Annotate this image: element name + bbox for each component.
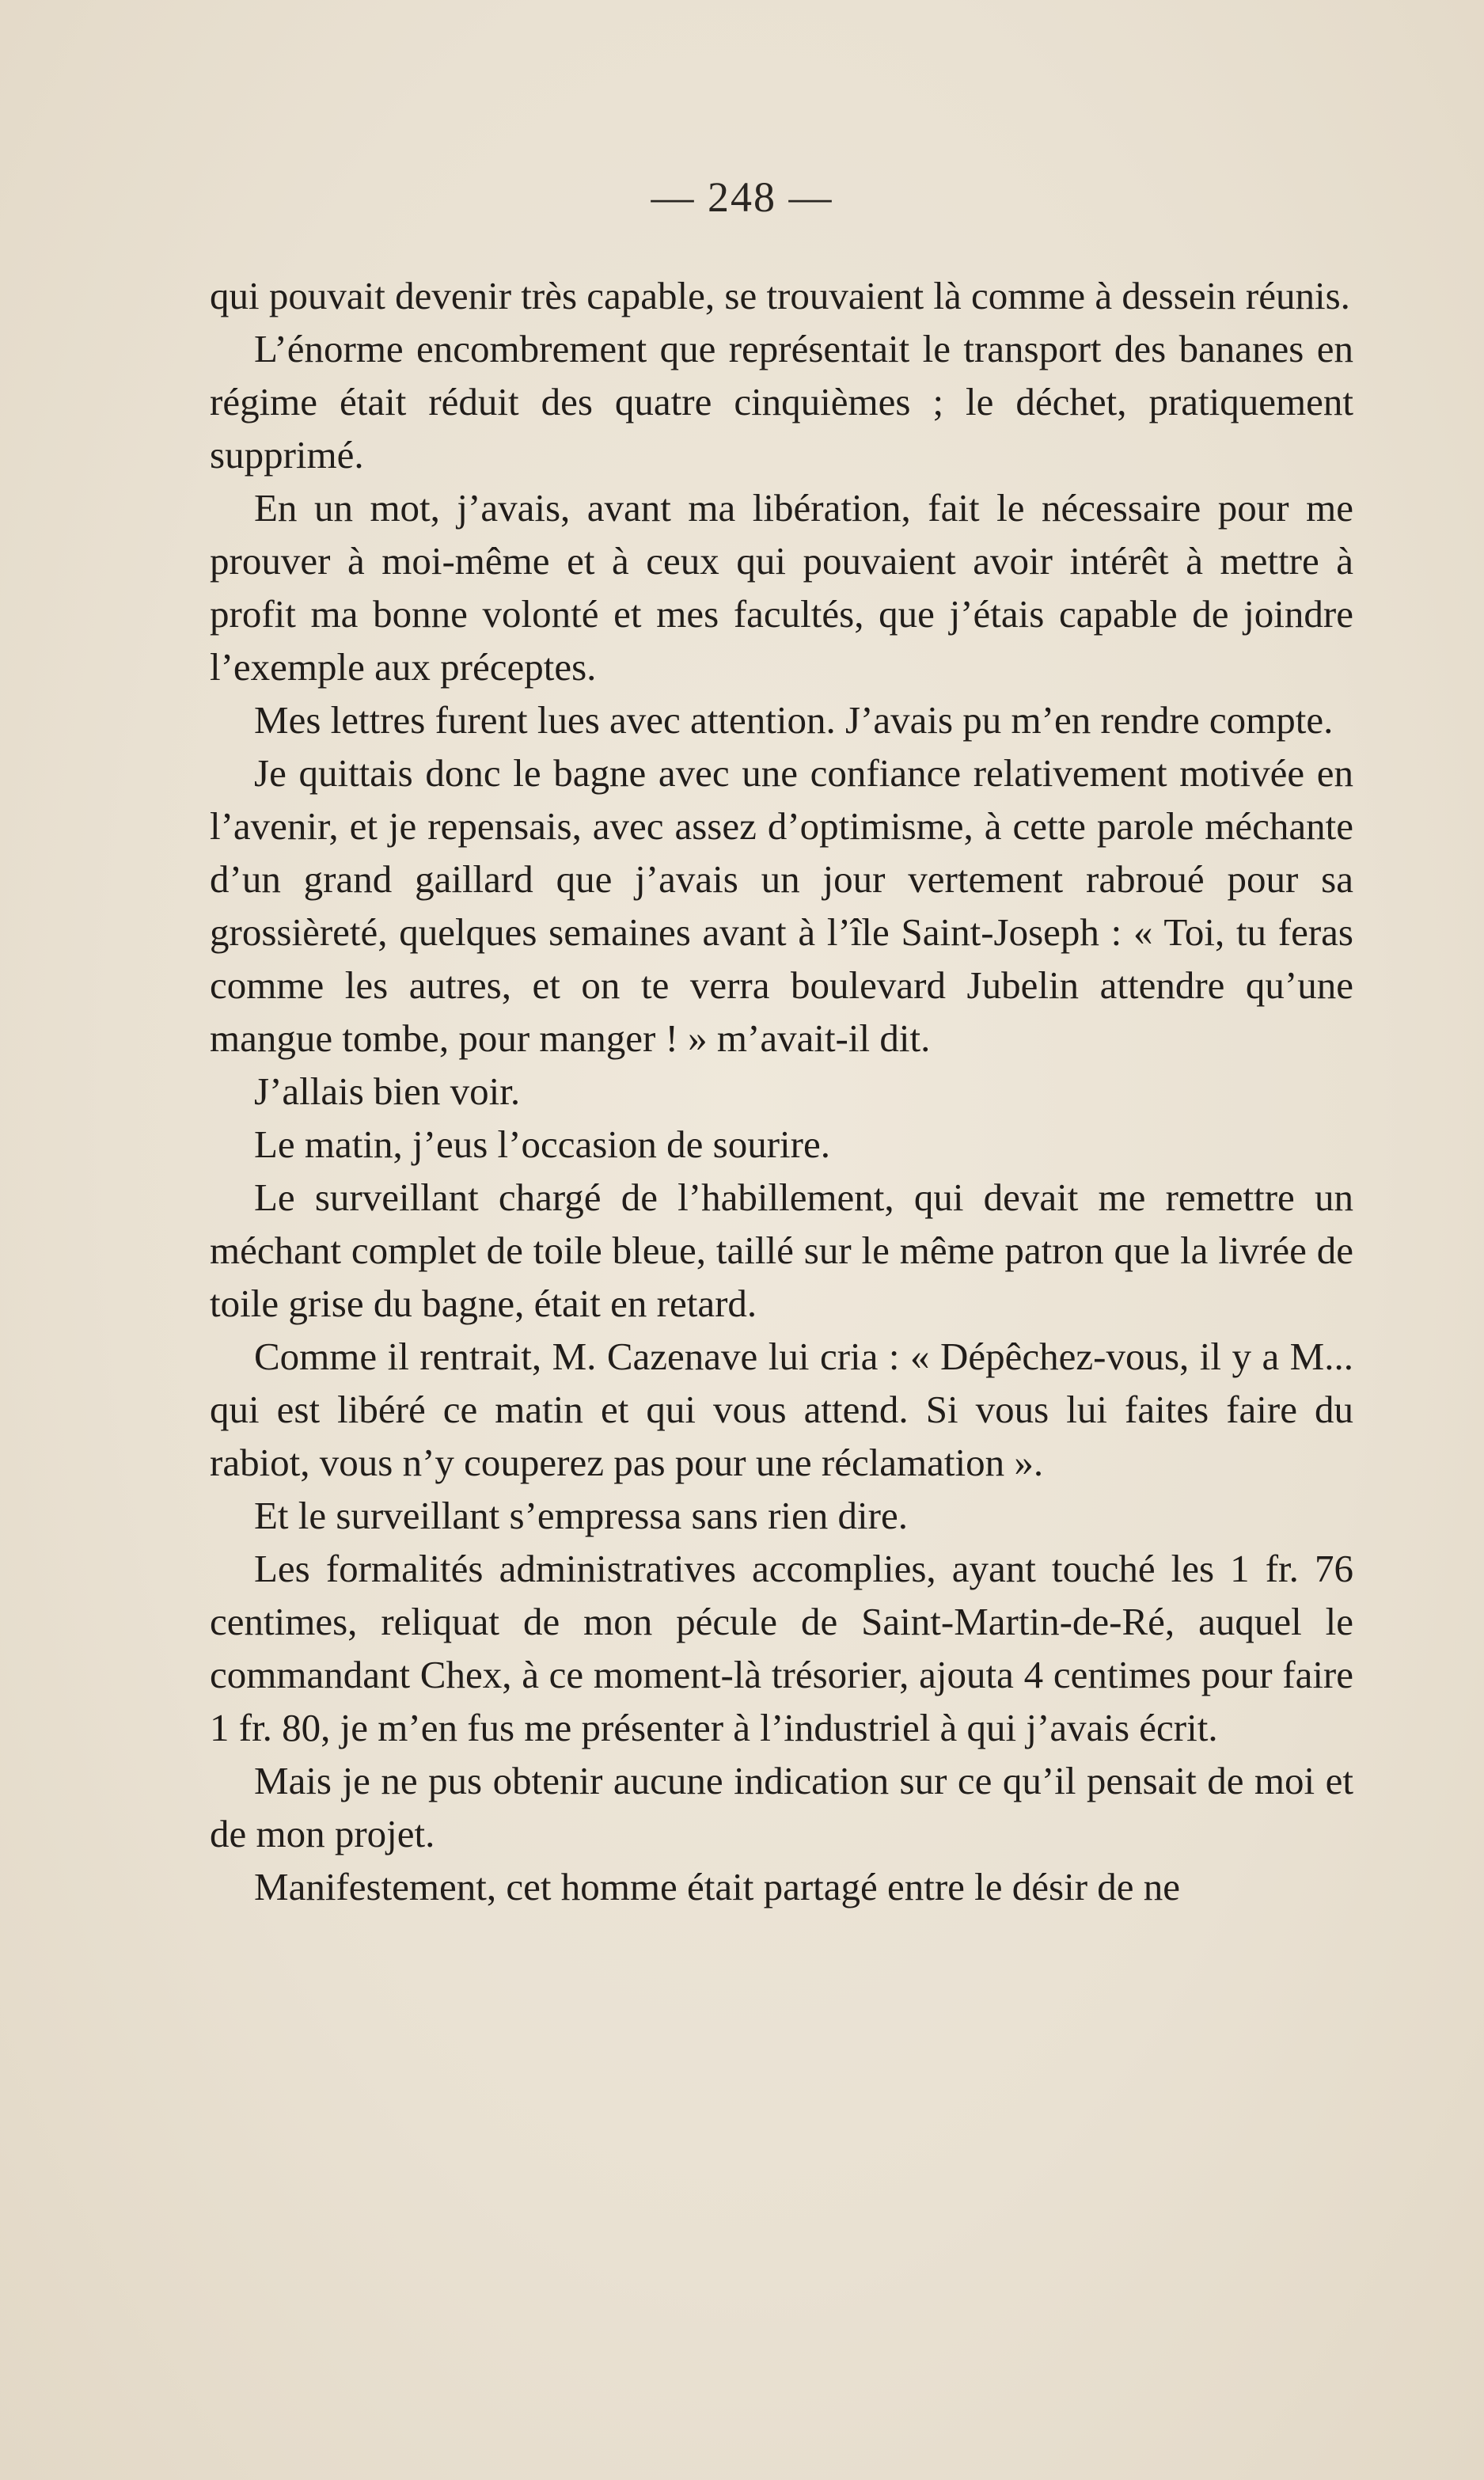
page-number: — 248 —	[651, 173, 833, 221]
paragraph: Le matin, j’eus l’occasion de sourire.	[254, 1122, 830, 1166]
paragraph: Mes lettres furent lues avec attention. J’avais pu m’en rendre compte.	[254, 698, 1334, 742]
paragraph: qui pouvait devenir très capable, se trouvaient là comme à dessein réunis.	[210, 274, 1350, 317]
paragraph: L’énorme encombrement que représentait le transport des bananes en régime était réduit des quatre cinquièmes ; le déchet, pratiquement supprimé.	[210, 327, 1353, 477]
paragraph: Comme il rentrait, M. Cazenave lui cria : « Dépêchez-vous, il y a M... qui est libéré ce matin et qui vous attend. Si vous lui faites faire du rabiot, vous n’y couperez pas pour une réclamation ».	[210, 1335, 1353, 1484]
paragraph: Les formalités administratives accomplies, ayant touché les 1 fr. 76 centimes, reliquat de mon pécule de Saint-Martin-de-Ré, auquel le commandant Chex, à ce moment-là trésorier, ajouta 4 centimes pour faire 1 fr. 80, je m’en fus me présenter à l’industriel à qui j’avais écrit.	[210, 1547, 1353, 1749]
paragraph: En un mot, j’avais, avant ma libération, fait le nécessaire pour me prouver à moi-même et à ceux qui pouvaient avoir intérêt à mettre à profit ma bonne volonté et mes facultés, que j’étais capable de joindre l’exemple aux préceptes.	[210, 486, 1353, 689]
paragraph: Je quittais donc le bagne avec une confiance relativement motivée en l’avenir, et je repensais, avec assez d’optimisme, à cette parole méchante d’un grand gaillard que j’avais un jour vertement rabroué pour sa grossièreté, quelques semaines avant à l’île Saint-Joseph : « Toi, tu feras comme les autres, et on te verra boulevard Jubelin attendre qu’une mangue tombe, pour manger ! » m’avait-il dit.	[210, 751, 1353, 1060]
body-text	[210, 269, 1353, 1913]
paragraph: Le surveillant chargé de l’habillement, qui devait me remettre un méchant complet de toile bleue, taillé sur le même patron que la livrée de toile grise du bagne, était en retard.	[210, 1175, 1353, 1325]
paragraph: J’allais bien voir.	[254, 1069, 521, 1113]
paragraph: Et le surveillant s’empressa sans rien dire.	[254, 1494, 908, 1537]
paragraph: Manifestement, cet homme était partagé entre le désir de ne	[254, 1865, 1181, 1908]
paragraph: Mais je ne pus obtenir aucune indication sur ce qu’il pensait de moi et de mon projet.	[210, 1759, 1353, 1855]
